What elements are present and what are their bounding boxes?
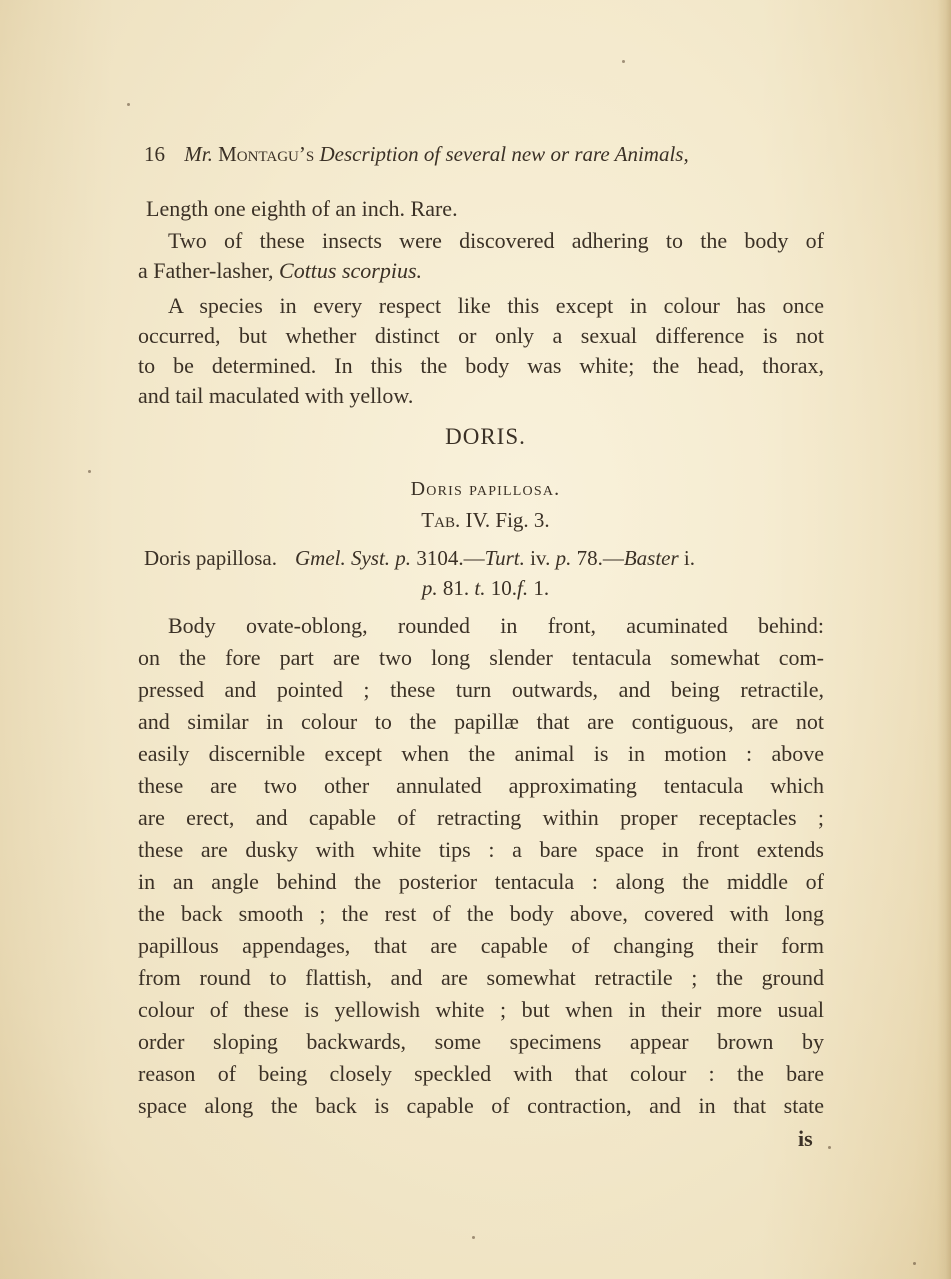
synonym-ref: Gmel. Syst. p. <box>294 546 412 570</box>
description-line: reason of being closely speckled with that colour : the bare <box>138 1061 824 1086</box>
synonym-ref-number: 10. <box>490 576 517 600</box>
synonym-ref-volume: i. <box>683 546 695 570</box>
paragraph-line: and tail maculated with yellow. <box>138 383 414 408</box>
synonym-ref: t. <box>474 576 486 600</box>
synonym-ref-number: 3104.— <box>416 546 485 570</box>
header-prefix: Mr. <box>184 142 213 166</box>
synonym-ref: Baster <box>623 546 679 570</box>
catchword: is <box>798 1126 813 1151</box>
paragraph-line: occurred, but whether distinct or only a sexual difference is not <box>138 323 824 348</box>
synonym-ref-number: 1. <box>533 576 550 600</box>
header-author: Montagu’s <box>218 142 315 166</box>
paper-speck <box>472 1236 475 1239</box>
paper-speck <box>88 470 91 473</box>
synonym-name: Doris papillosa. <box>144 546 277 570</box>
description-line: on the fore part are two long slender tentacula somewhat com- <box>138 645 824 670</box>
description-line: in an angle behind the posterior tentacula : along the middle of <box>138 869 824 894</box>
description-line: the back smooth ; the rest of the body above, covered with long <box>138 901 824 926</box>
length-line: Length one eighth of an inch. Rare. <box>146 196 458 221</box>
description-line: papillous appendages, that are capable of changing their form <box>138 933 824 958</box>
species-name-italic: Cottus scorpius. <box>279 258 423 283</box>
paragraph-line <box>138 257 422 285</box>
description-line: pressed and pointed ; these turn outwards, and being retractile, <box>138 677 824 702</box>
genus-heading: DORIS. <box>445 424 526 449</box>
running-header <box>144 140 689 168</box>
paper-speck <box>622 60 625 63</box>
plate-prefix: Tab. <box>421 508 461 532</box>
plate-number: IV. Fig. 3. <box>465 508 550 532</box>
description-line: colour of these is yellowish white ; but when in their more usual <box>138 997 824 1022</box>
synonym-ref: Turt. <box>484 546 525 570</box>
synonymy-line <box>144 546 695 571</box>
description-line: from round to flattish, and are somewhat retractile ; the ground <box>138 965 824 990</box>
paper-speck <box>127 103 130 106</box>
description-line: and similar in colour to the papillæ that are contiguous, are not <box>138 709 824 734</box>
synonym-ref: p. <box>555 546 572 570</box>
synonym-ref: p. <box>421 576 438 600</box>
paper-speck <box>828 1146 831 1149</box>
synonym-ref-volume: iv. <box>530 546 551 570</box>
description-line: these are dusky with white tips : a bare space in front extends <box>138 837 824 862</box>
header-title: Description of several new or rare Animals, <box>319 142 689 166</box>
synonym-ref-number: 81. <box>442 576 470 600</box>
plate-reference <box>0 508 951 533</box>
description-line: easily discernible except when the animal is in motion : above <box>138 741 824 766</box>
species-heading: Doris papillosa. <box>410 478 561 500</box>
synonym-ref-number: 78.— <box>576 546 624 570</box>
page-edge-shadow <box>937 0 951 1279</box>
description-line: these are two other annulated approximating tentacula which <box>138 773 824 798</box>
synonymy-continuation <box>0 576 951 601</box>
page-number: 16 <box>144 142 165 166</box>
synonym-ref: f. <box>517 576 529 600</box>
description-line: Body ovate-oblong, rounded in front, acuminated behind: <box>168 613 824 638</box>
description-line: are erect, and capable of retracting within proper receptacles ; <box>138 805 824 830</box>
paragraph-line: Two of these insects were discovered adhering to the body of <box>168 228 824 253</box>
paragraph-line: to be determined. In this the body was white; the head, thorax, <box>138 353 824 378</box>
paper-speck <box>913 1262 916 1265</box>
description-line: order sloping backwards, some specimens appear brown by <box>138 1029 824 1054</box>
description-line: space along the back is capable of contraction, and in that state <box>138 1093 824 1118</box>
paragraph-text: a Father-lasher, <box>138 258 280 283</box>
paragraph-line: A species in every respect like this except in colour has once <box>168 293 824 318</box>
